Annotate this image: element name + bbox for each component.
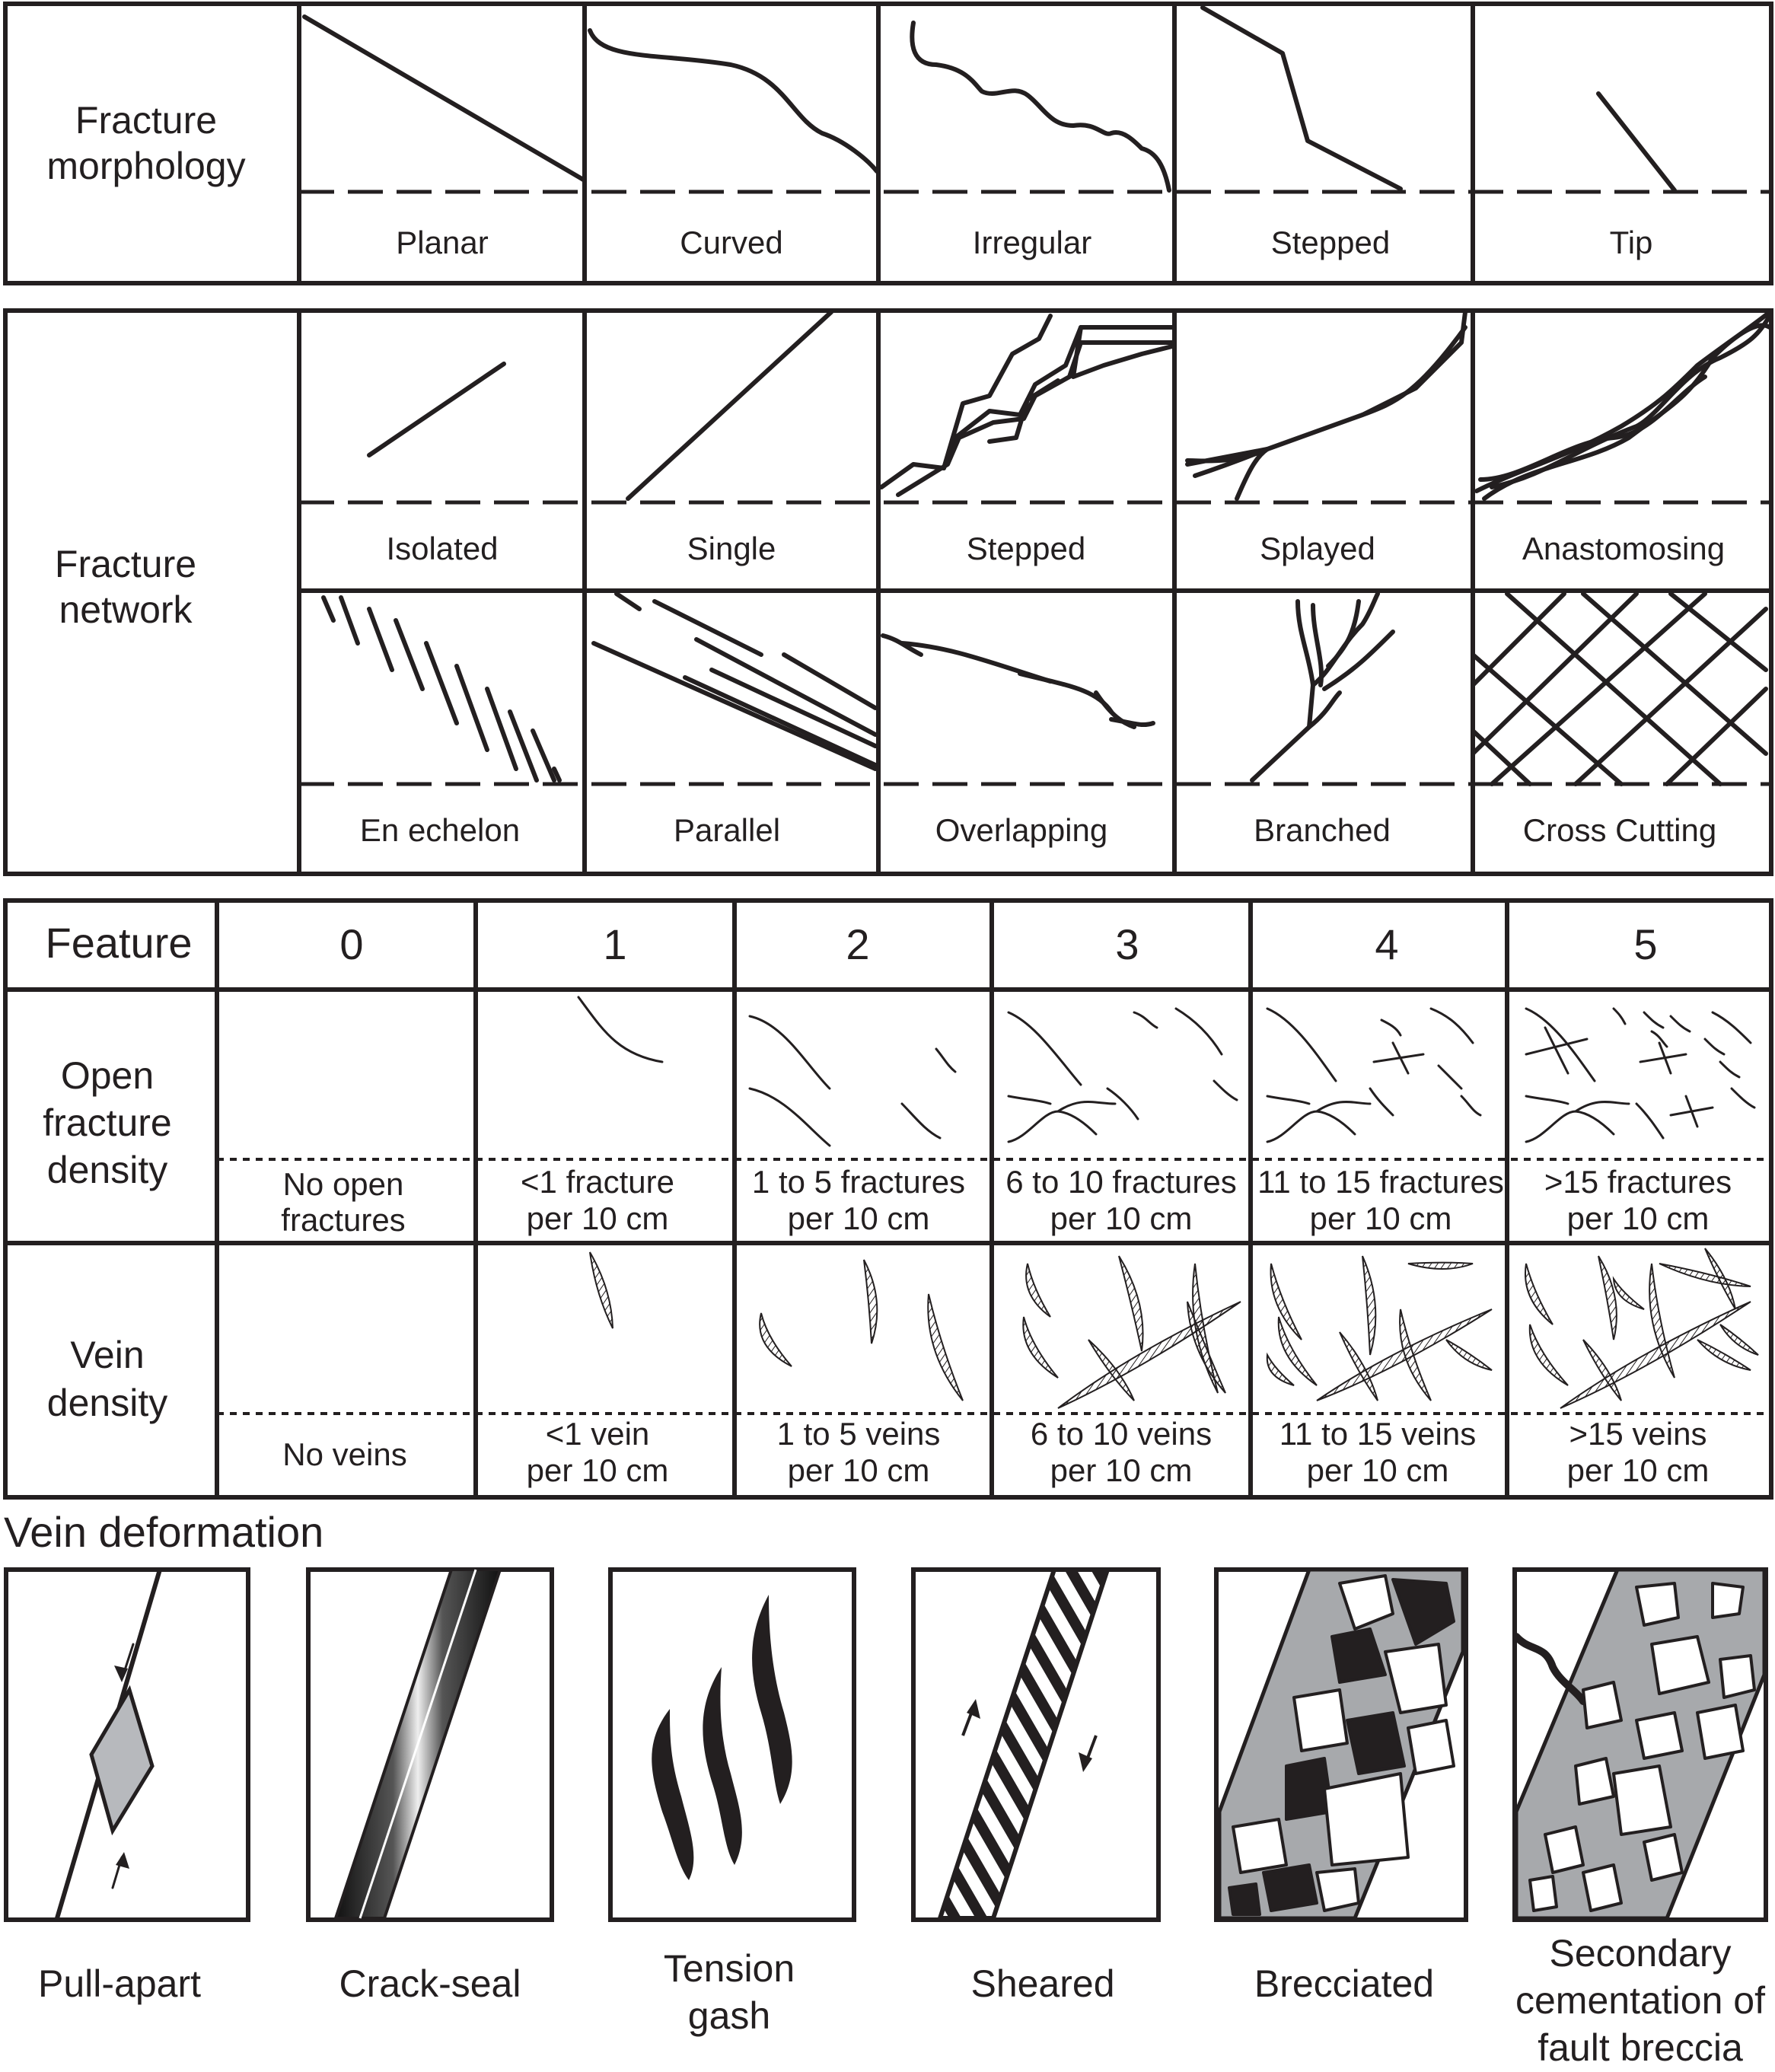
secondary-cementation-sketch [1515, 1570, 1766, 1920]
open-caption-4-line1: 11 to 15 fractures [1257, 1164, 1504, 1200]
open-fracture-sketch-1 [578, 997, 662, 1062]
network-label-anastomosing: Anastomosing [1522, 531, 1726, 566]
open-caption-0-line2: fractures [281, 1202, 406, 1238]
vein-caption-5-line1: >15 veins [1569, 1416, 1707, 1452]
level-header-2: 2 [846, 920, 870, 968]
network-label-branched: Branched [1254, 812, 1391, 848]
tension-gash-sketch [610, 1570, 854, 1920]
brecciated-vein-sketch [1216, 1568, 1466, 1920]
level-header-0: 0 [339, 920, 364, 968]
network-label-stepped: Stepped [966, 531, 1086, 566]
vein-lens-icon [1058, 1302, 1241, 1408]
clast-icon [1233, 1819, 1286, 1873]
stepped-network-sketch [881, 316, 1172, 495]
clast-icon [1347, 1713, 1404, 1774]
clast-icon [1264, 1865, 1317, 1911]
morphology-frame [5, 4, 1771, 283]
clast-icon [1652, 1637, 1709, 1694]
vein-lens-icon [928, 1294, 963, 1401]
open-fracture-sketch-4 [1267, 1009, 1480, 1142]
single-fracture-sketch [628, 312, 831, 499]
open-fracture-sketch-3 [1009, 1009, 1237, 1142]
crack-seal-sketch [308, 1570, 552, 1920]
clast-icon [1583, 1682, 1621, 1728]
vein-lens-icon [1271, 1264, 1302, 1340]
deformation-label-secondary-line2: cementation of [1515, 1979, 1765, 2022]
vein-lens-icon [1362, 1256, 1375, 1355]
open-caption-5-line2: per 10 cm [1566, 1200, 1710, 1236]
vein-title-line2: density [46, 1382, 168, 1424]
vein-lens-icon [760, 1313, 792, 1366]
vein-caption-3-line1: 6 to 10 veins [1030, 1416, 1213, 1452]
parallel-fractures-sketch [594, 594, 875, 769]
feature-header: Feature [45, 919, 193, 967]
deformation-label-secondary-line1: Secondary [1549, 1932, 1732, 1975]
vein-caption-4-line2: per 10 cm [1306, 1452, 1449, 1488]
vein-caption-2-line2: per 10 cm [787, 1452, 930, 1488]
clast-icon [1713, 1583, 1743, 1618]
clast-icon [1576, 1758, 1614, 1804]
morphology-title-line2: morphology [46, 145, 246, 187]
clast-icon [1530, 1876, 1557, 1911]
vein-lens-icon [1525, 1264, 1553, 1324]
clast-icon [1317, 1869, 1359, 1911]
network-label-single: Single [687, 531, 776, 566]
vein-caption-1-line2: per 10 cm [526, 1452, 669, 1488]
deformation-label-secondary-line3: fault breccia [1538, 2026, 1743, 2069]
overlapping-fractures-sketch [883, 636, 1153, 727]
network-label-isolated: Isolated [386, 531, 499, 566]
vein-lens-icon [1530, 1324, 1568, 1385]
open-caption-1-line1: <1 fracture [521, 1164, 674, 1200]
en-echelon-sketch [323, 598, 559, 780]
vein-caption-2-line1: 1 to 5 veins [776, 1416, 941, 1452]
vein-title-line1: Vein [70, 1334, 145, 1376]
clast-icon [1408, 1720, 1454, 1774]
level-header-5: 5 [1633, 920, 1658, 968]
morphology-label-curved: Curved [680, 225, 783, 260]
level-header-4: 4 [1375, 920, 1399, 968]
open-fracture-title-line3: density [46, 1149, 168, 1191]
network-label-en-echelon: En echelon [359, 812, 521, 848]
stepped-fracture-sketch [1203, 8, 1401, 189]
open-caption-4-line2: per 10 cm [1309, 1200, 1452, 1236]
vein-deformation-section [4, 1508, 1766, 2069]
vein-caption-1-line1: <1 vein [545, 1416, 650, 1452]
vein-lens-icon [1446, 1340, 1492, 1370]
clast-icon [1583, 1865, 1621, 1911]
network-title-line1: Fracture [54, 543, 197, 585]
pull-apart-sketch [6, 1570, 248, 1920]
network-label-overlapping: Overlapping [935, 812, 1108, 848]
open-caption-1-line2: per 10 cm [526, 1200, 669, 1236]
clast-icon [1324, 1774, 1408, 1865]
clast-icon [1720, 1656, 1754, 1697]
open-fracture-sketch-2 [750, 1016, 955, 1146]
level-header-3: 3 [1115, 920, 1139, 968]
open-caption-3-line2: per 10 cm [1050, 1200, 1193, 1236]
vein-lens-icon [1598, 1256, 1617, 1340]
clast-icon [1229, 1884, 1260, 1914]
vein-caption-5-line2: per 10 cm [1566, 1452, 1710, 1488]
network-label-parallel: Parallel [673, 812, 781, 848]
deformation-label-tension-line1: Tension [663, 1947, 795, 1990]
morphology-label-planar: Planar [396, 225, 489, 260]
vein-lens-icon [1720, 1324, 1758, 1355]
open-fracture-title-line2: fracture [43, 1101, 172, 1144]
open-caption-2-line1: 1 to 5 fractures [751, 1164, 966, 1200]
network-title-line2: network [59, 588, 193, 631]
morphology-label-stepped: Stepped [1270, 225, 1391, 260]
vein-lens-icon [1119, 1256, 1143, 1351]
deformation-label-sheared: Sheared [970, 1962, 1115, 2005]
vein-density-sketches [590, 1248, 1758, 1408]
vein-lens-icon [1026, 1264, 1050, 1317]
clast-icon [1614, 1766, 1671, 1835]
splayed-fracture-sketch [1187, 312, 1465, 499]
vein-lens-icon [590, 1252, 613, 1328]
open-caption-5-line1: >15 fractures [1544, 1164, 1732, 1200]
clast-icon [1545, 1827, 1583, 1873]
cross-cutting-sketch [1473, 594, 1766, 784]
open-caption-0-line1: No open [282, 1166, 404, 1202]
level-header-1: 1 [603, 920, 627, 968]
morphology-label-irregular: Irregular [972, 225, 1092, 260]
vein-caption-4-line1: 11 to 15 veins [1279, 1416, 1477, 1452]
irregular-fracture-sketch [912, 23, 1169, 190]
isolated-fracture-sketch [369, 364, 504, 455]
network-label-splayed: Splayed [1260, 531, 1375, 566]
clast-icon [1294, 1690, 1347, 1751]
deformation-label-pull-apart: Pull-apart [38, 1962, 201, 2005]
deformation-label-crack-seal: Crack-seal [339, 1962, 521, 2005]
network-section [5, 311, 1771, 874]
clast-icon [1697, 1705, 1743, 1758]
open-fracture-title-line1: Open [60, 1054, 155, 1097]
sheared-vein-sketch [913, 1570, 1158, 1920]
vein-lens-icon [1279, 1317, 1317, 1385]
vein-lens-icon [864, 1260, 877, 1344]
vein-caption-0: No veins [282, 1436, 407, 1472]
density-table [5, 901, 1771, 1497]
clast-icon [1636, 1583, 1678, 1625]
vein-deformation-title: Vein deformation [4, 1508, 324, 1556]
branched-fractures-sketch [1252, 594, 1393, 780]
vein-lens-icon [1659, 1264, 1751, 1286]
open-fracture-sketch-5 [1526, 1009, 1754, 1142]
morphology-title-line1: Fracture [75, 99, 218, 142]
deformation-label-tension-line2: gash [687, 1994, 771, 2037]
clast-icon [1636, 1713, 1682, 1758]
vein-lens-icon [1614, 1279, 1644, 1309]
vein-lens-icon [1023, 1317, 1058, 1378]
open-caption-3-line1: 6 to 10 fractures [1005, 1164, 1237, 1200]
morphology-section [5, 4, 1771, 283]
deformation-label-brecciated: Brecciated [1254, 1962, 1435, 2005]
curved-fracture-sketch [590, 30, 877, 171]
anastomosing-fracture-sketch [1477, 312, 1770, 499]
tip-fracture-sketch [1598, 94, 1675, 190]
morphology-label-tip: Tip [1609, 225, 1653, 260]
open-caption-2-line2: per 10 cm [787, 1200, 930, 1236]
planar-fracture-sketch [304, 17, 585, 180]
vein-caption-3-line2: per 10 cm [1050, 1452, 1193, 1488]
vein-lens-icon [1408, 1263, 1473, 1269]
network-label-cross-cutting: Cross Cutting [1522, 812, 1717, 848]
clast-icon [1644, 1835, 1682, 1880]
